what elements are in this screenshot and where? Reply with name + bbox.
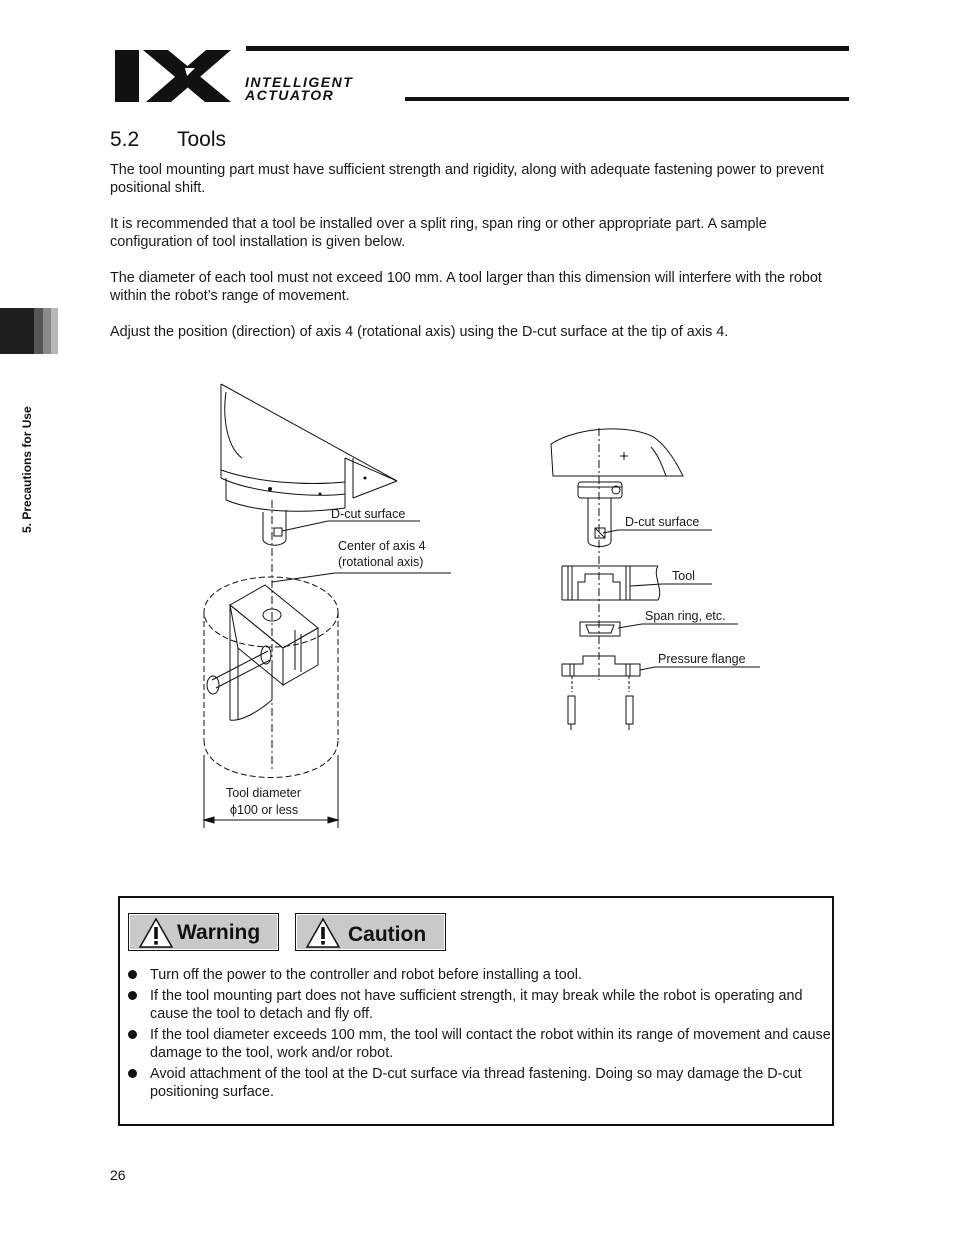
label-pressure-flange: Pressure flange xyxy=(658,652,746,666)
tool-block-left xyxy=(207,585,318,720)
caution-triangle-icon xyxy=(305,917,341,949)
warning-triangle-icon xyxy=(138,917,174,949)
bullet-icon xyxy=(128,1069,137,1078)
section-title-text: Tools xyxy=(177,128,227,151)
label-axis-center-2: (rotational axis) xyxy=(338,555,424,569)
bullet-icon xyxy=(128,970,137,979)
label-axis-center-1: Center of axis 4 xyxy=(338,539,426,553)
tool-right xyxy=(562,566,660,600)
warning-list xyxy=(126,966,831,1104)
warning-item-text: If the tool diameter exceeds 100 mm, the tool will contact the robot within its range of movement and cause damage to the tool, work and/or robot. xyxy=(150,1027,831,1061)
warning-badge xyxy=(128,913,279,951)
span-ring xyxy=(580,622,620,636)
brand-line-1: INTELLIGENT xyxy=(245,74,354,90)
warning-item xyxy=(126,966,831,984)
label-diameter-1: Tool diameter xyxy=(226,786,302,800)
brand-line-2: ACTUATOR xyxy=(245,87,335,103)
paragraph-split-ring: It is recommended that a tool be installed over a split ring, span ring or other appropriate part. A sample configuration of tool installation is given below. xyxy=(110,216,767,250)
paragraph-dcut: Adjust the position (direction) of axis 4 (rotational axis) using the D-cut surface at the tip of axis 4. xyxy=(110,324,729,340)
pressure-flange xyxy=(562,656,640,676)
warning-item xyxy=(126,1026,831,1062)
bullet-icon xyxy=(128,1030,137,1039)
paragraph-diameter: The diameter of each tool must not exceed 100 mm. A tool larger than this dimension will interfere with the robot within the robot’s range of movement. xyxy=(110,270,822,304)
label-dcut-left: D-cut surface xyxy=(331,507,406,521)
warning-item-text: Avoid attachment of the tool at the D-cut surface via thread fastening. Doing so may damage the D-cut positioning surface. xyxy=(150,1066,802,1100)
paragraph-strength: The tool mounting part must have sufficient strength and rigidity, along with adequate fastening power to prevent positional shift. xyxy=(110,162,824,196)
bolts xyxy=(568,676,633,730)
label-dcut-right: D-cut surface xyxy=(625,515,700,529)
caution-label: Caution xyxy=(348,923,427,946)
chapter-label-text: 5. Precautions for Use xyxy=(20,406,34,533)
page-number: 26 xyxy=(110,1167,126,1183)
bullet-icon xyxy=(128,991,137,1000)
label-span-ring: Span ring, etc. xyxy=(645,609,726,623)
label-diameter-2: ϕ100 or less xyxy=(230,803,299,817)
warning-item xyxy=(126,987,831,1023)
warning-item xyxy=(126,1065,831,1101)
tool-diameter-cylinder xyxy=(204,577,338,778)
section-number: 5.2 xyxy=(110,128,140,151)
warning-item-text: If the tool mounting part does not have sufficient strength, it may break while the robot is operating and cause the tool to detach and fly off. xyxy=(150,988,803,1022)
label-tool: Tool xyxy=(672,569,695,583)
caution-badge xyxy=(295,913,446,951)
warning-label: Warning xyxy=(177,921,261,944)
warning-item-text: Turn off the power to the controller and robot before installing a tool. xyxy=(150,967,582,983)
